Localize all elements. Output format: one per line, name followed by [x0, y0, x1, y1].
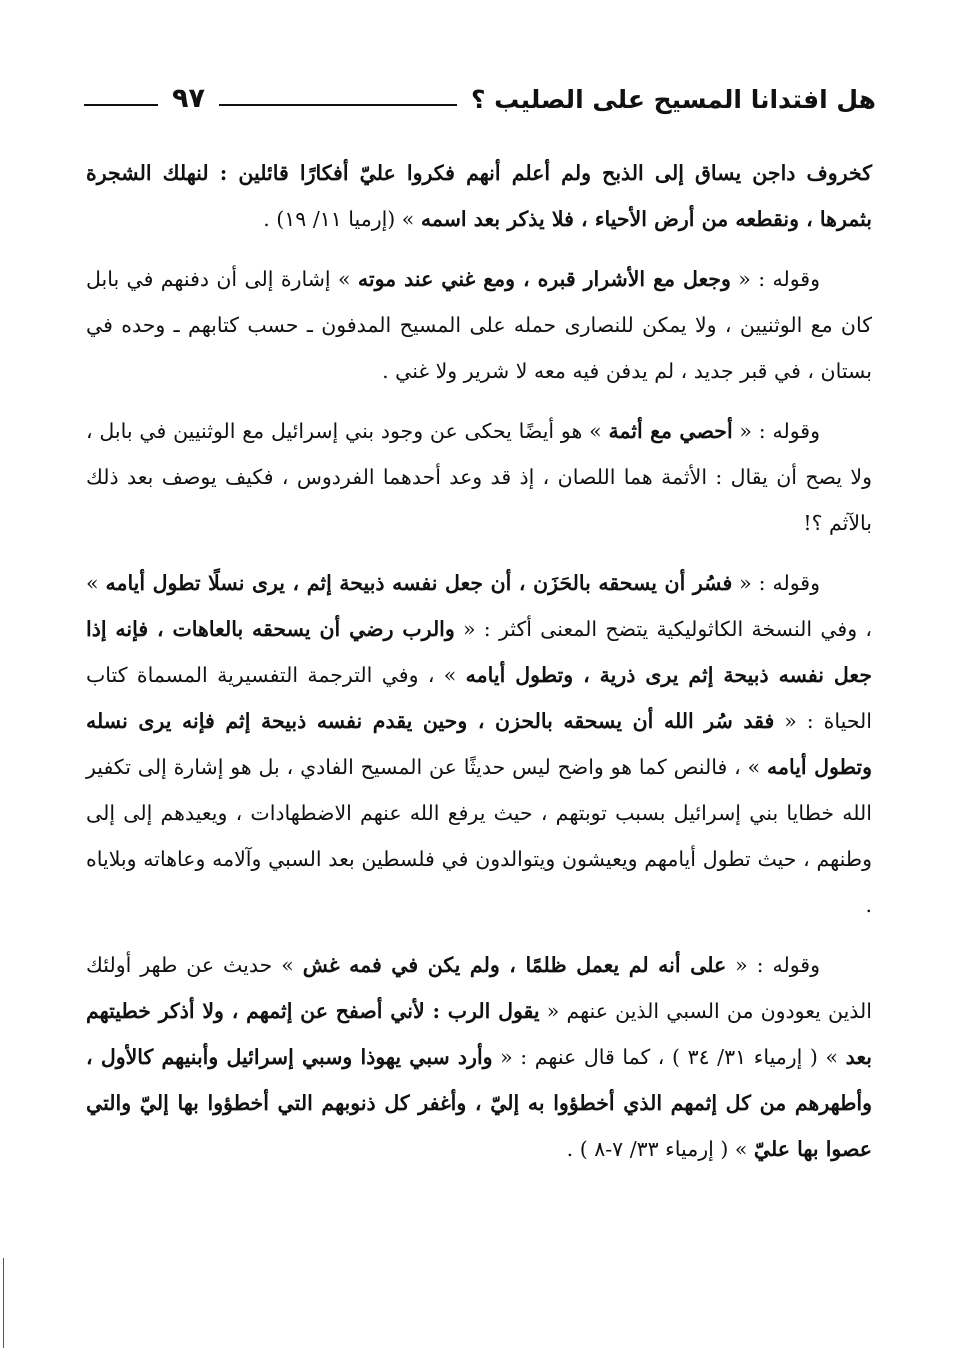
paragraph — [86, 408, 872, 546]
paragraph-text: وقوله : « — [726, 953, 820, 977]
paragraph-text: » ، وفي النسخة الكاثوليكية يتضح المعنى أكثر : « — [86, 571, 872, 641]
header-rule-short — [84, 104, 158, 106]
quoted-text: أحصي مع أثمة — [608, 419, 733, 443]
paragraph-text: » ، وفي الترجمة التفسيرية المسماة كتاب الحياة : « — [86, 663, 872, 733]
paragraph-text: وقوله : « — [732, 419, 821, 443]
paragraph — [86, 256, 872, 394]
quoted-text: فقد سُر الله أن يسحقه بالحزن ، وحين يقدم نفسه ذبيحة إثم فإنه يرى نسله وتطول أيامه — [86, 709, 872, 779]
paragraph-text: » ( إرمياء ٣٣/ ٧-٨ ) . — [566, 1137, 754, 1161]
paragraph — [86, 150, 872, 242]
scan-margin-line — [3, 1258, 4, 1348]
running-header — [84, 72, 876, 116]
quoted-text: يقول الرب : لأني أصفح عن إثمهم ، ولا أذكر خطيتهم بعد — [86, 999, 872, 1069]
quoted-text: وجعل مع الأشرار قبره ، ومع غني عند موته — [357, 267, 731, 291]
paragraph — [86, 942, 872, 1172]
page-number: ٩٧ — [172, 83, 205, 114]
paragraph-text: » (إرميا ١١/ ١٩) . — [263, 207, 421, 231]
paragraph-text: » ( إرمياء ٣١/ ٣٤ ) ، كما قال عنهم : « — [492, 1045, 846, 1069]
paragraph-text: » حديث عن طهر أولئك الذين يعودون من السبي الذين عنهم « — [86, 953, 872, 1023]
paragraph-text: » هو أيضًا يحكى عن وجود بني إسرائيل مع الوثنيين في بابل ، ولا يصح أن يقال : الأثمة هما اللصان ، إذ قد وعد أحدهما الفردوس ، فكيف يوصف بعد ذلك بالآثم ؟! — [86, 419, 872, 535]
quoted-text: على أنه لم يعمل ظلمًا ، ولم يكن في فمه غش — [302, 953, 727, 977]
body-text — [86, 150, 872, 1186]
quoted-text: وأرد سبي يهوذا وسبي إسرائيل وأبنيهم كالأول ، وأطهرهم من كل إثمهم الذي أخطؤوا به إليّ ، وأغفر كل ذنوبهم التي أخطؤوا بها إليّ والتي عصوا بها عليّ — [86, 1045, 872, 1161]
paragraph-text: وقوله : « — [732, 571, 820, 595]
paragraph — [86, 560, 872, 928]
paragraph-text: وقوله : « — [730, 267, 821, 291]
quoted-text: والرب رضي أن يسحقه بالعاهات ، فإنه إذا جعل نفسه ذبيحة إثم يرى ذرية ، وتطول أيامه — [86, 617, 872, 687]
paragraph-text: » إشارة إلى أن دفنهم في بابل كان مع الوثنيين ، ولا يمكن للنصارى حمله على المسيح المدفون ـ حسب كتابهم ـ وحده في بستان ، في قبر جديد ، لم يدفن فيه معه لا شرير ولا غني . — [86, 267, 872, 383]
running-title: هل افتدانا المسيح على الصليب ؟ — [470, 85, 876, 114]
quoted-text: كخروف داجن يساق إلى الذبح ولم أعلم أنهم فكروا عليّ أفكارًا قائلين : لنهلك الشجرة بثمرها ، ونقطعه من أرض الأحياء ، فلا يذكر بعد اسمه — [86, 161, 872, 231]
quoted-text: فسُر أن يسحقه بالحَزَن ، أن جعل نفسه ذبيحة إثم ، يرى نسلًا تطول أيامه — [105, 571, 733, 595]
paragraph-text: » ، فالنص كما هو واضح ليس حديثًا عن المسيح الفادي ، بل هو إشارة إلى تكفير الله خطايا بني إسرائيل بسبب توبتهم ، حيث يرفع الله عنهم الاضطهادات ، ويعيدهم إلى إلى وطنهم ، حيث تطول أيامهم ويعيشون ويتوالدون في فلسطين بعد السبي وآلامه وعاهاته وبلاياه . — [86, 755, 872, 917]
header-rule — [219, 104, 457, 106]
